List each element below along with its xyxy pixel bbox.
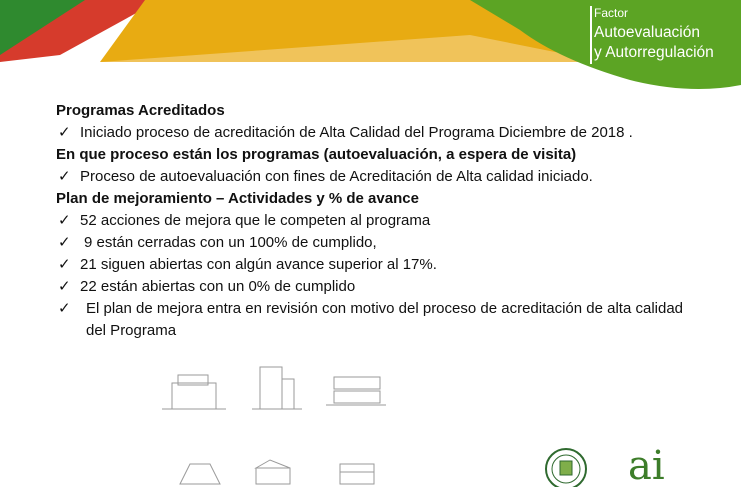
section-heading: En que proceso están los programas (autoevaluación, a espera de visita) <box>56 146 577 163</box>
bullet-item <box>56 232 736 254</box>
bullet-text: El plan de mejora entra en revisión con motivo del proceso de acreditación de alta calidad del Programa <box>86 300 684 339</box>
bullet-item <box>56 276 736 298</box>
architecture-sketch-top <box>160 365 390 425</box>
bullet-text: Proceso de autoevaluación con fines de Acreditación de Alta calidad iniciado. <box>80 168 593 185</box>
ai-logo: ai <box>628 443 665 489</box>
bullet-item <box>56 254 736 276</box>
section-heading: Programas Acreditados <box>56 102 225 119</box>
bullet-text: 9 están cerradas con un 100% de cumplido, <box>84 234 377 251</box>
bullet-item <box>56 298 736 342</box>
checkmark-icon: ✓ <box>58 168 71 185</box>
checkmark-icon: ✓ <box>58 300 71 317</box>
checkmark-icon: ✓ <box>58 234 71 251</box>
factor-divider <box>590 6 592 64</box>
architecture-sketch-bottom <box>170 458 390 486</box>
checkmark-icon: ✓ <box>58 212 71 229</box>
bullet-text: 22 están abiertas con un 0% de cumplido <box>80 278 356 295</box>
checkmark-icon: ✓ <box>58 256 71 273</box>
bullet-item <box>56 122 736 144</box>
university-seal-logo <box>544 447 588 487</box>
factor-title-line1: Autoevaluación <box>594 24 700 41</box>
bullet-item <box>56 210 736 232</box>
checkmark-icon: ✓ <box>58 278 71 295</box>
factor-title-line2: y Autorregulación <box>594 44 714 61</box>
factor-label: Factor <box>594 6 629 20</box>
checkmark-icon: ✓ <box>58 124 71 141</box>
section-heading: Plan de mejoramiento – Actividades y % de avance <box>56 190 419 207</box>
bullet-item <box>56 166 736 188</box>
bullet-text: 52 acciones de mejora que le competen al programa <box>80 212 431 229</box>
bullet-text: 21 siguen abiertas con algún avance superior al 17%. <box>80 256 437 273</box>
bullet-text: Iniciado proceso de acreditación de Alta Calidad del Programa Diciembre de 2018 . <box>80 124 633 141</box>
slide-content <box>56 100 736 342</box>
